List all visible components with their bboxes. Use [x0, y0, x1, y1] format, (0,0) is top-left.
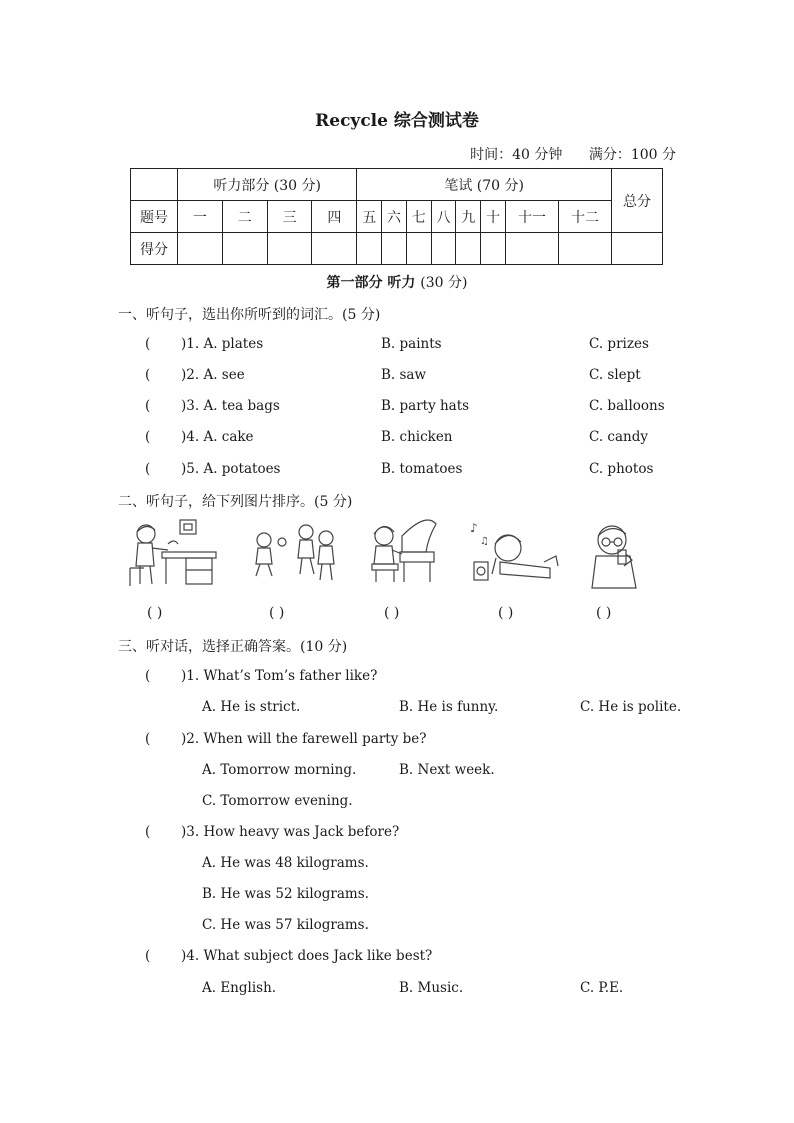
option-a: A. Tomorrow morning.	[202, 762, 357, 778]
answer-blank[interactable]: (	[145, 367, 151, 383]
section-number: 十	[481, 201, 506, 233]
score-cell[interactable]	[559, 233, 612, 265]
option-b: B. chicken	[381, 429, 453, 445]
option-c: C. prizes	[589, 336, 649, 352]
total-score-cell[interactable]	[612, 233, 663, 265]
score-cell[interactable]	[456, 233, 481, 265]
boy-listening-music-picture	[464, 518, 560, 590]
section-number: 二	[222, 201, 267, 233]
option-a: )2. A. see	[181, 367, 245, 383]
full-score: 满分：100 分	[588, 147, 676, 163]
time-limit: 时间：40 分钟	[470, 147, 563, 163]
score-table-corner	[131, 169, 178, 201]
option-a: )4. A. cake	[181, 429, 254, 445]
score-cell[interactable]	[178, 233, 223, 265]
question-text: )1. What’s Tom’s father like?	[181, 668, 378, 684]
question-text: )4. What subject does Jack like best?	[181, 948, 433, 964]
question-text: )3. How heavy was Jack before?	[181, 824, 400, 840]
score-cell[interactable]	[222, 233, 267, 265]
option-b: B. He is funny.	[399, 699, 499, 715]
option-a: )3. A. tea bags	[181, 398, 280, 414]
score-cell[interactable]	[382, 233, 407, 265]
part1-title	[0, 272, 794, 292]
option-b: B. Music.	[399, 980, 464, 996]
answer-blank[interactable]: (	[145, 336, 151, 352]
option-c: C. He was 57 kilograms.	[202, 917, 369, 933]
score-table	[130, 168, 663, 265]
score-cell[interactable]	[357, 233, 382, 265]
section-number: 九	[456, 201, 481, 233]
order-blank[interactable]: ( )	[498, 605, 514, 621]
option-b: B. He was 52 kilograms.	[202, 886, 369, 902]
time-info	[448, 144, 676, 164]
question-text: )2. When will the farewell party be?	[181, 731, 427, 747]
boy-drinking-picture	[566, 518, 662, 590]
option-c: C. slept	[589, 367, 641, 383]
page-title: Recycle 综合测试卷	[315, 111, 479, 131]
section-number: 八	[431, 201, 456, 233]
option-b: B. party hats	[381, 398, 470, 414]
answer-blank[interactable]: (	[145, 731, 151, 747]
section1-heading: 一、听句子，选出你所听到的词汇。(5 分)	[118, 307, 381, 323]
answer-blank[interactable]: (	[145, 429, 151, 445]
section3-heading: 三、听对话，选择正确答案。(10 分)	[118, 639, 348, 655]
answer-blank[interactable]: (	[145, 398, 151, 414]
option-a: )1. A. plates	[181, 336, 264, 352]
option-c: C. photos	[589, 461, 654, 477]
listening-header: 听力部分 (30 分)	[178, 169, 357, 201]
written-header: 笔试 (70 分)	[357, 169, 612, 201]
answer-blank[interactable]: (	[145, 668, 151, 684]
section-number: 六	[382, 201, 407, 233]
score-cell[interactable]	[312, 233, 357, 265]
option-a: A. English.	[202, 980, 277, 996]
total-header: 总分	[612, 169, 663, 233]
answer-blank[interactable]: (	[145, 824, 151, 840]
score-cell[interactable]	[267, 233, 312, 265]
answer-blank[interactable]: (	[145, 948, 151, 964]
score-cell[interactable]	[406, 233, 431, 265]
order-blank[interactable]: ( )	[596, 605, 612, 621]
section-number: 十一	[506, 201, 559, 233]
option-b: B. tomatoes	[381, 461, 463, 477]
option-c: C. candy	[589, 429, 649, 445]
row-label-number: 题号	[131, 201, 178, 233]
option-c: C. P.E.	[580, 980, 624, 996]
score-cell[interactable]	[431, 233, 456, 265]
option-c: C. balloons	[589, 398, 665, 414]
score-cell[interactable]	[506, 233, 559, 265]
section-number: 四	[312, 201, 357, 233]
section-number: 十二	[559, 201, 612, 233]
option-b: B. saw	[381, 367, 427, 383]
option-a: A. He is strict.	[202, 699, 301, 715]
option-c: C. Tomorrow evening.	[202, 793, 353, 809]
part1-label: 第一部分 听力	[326, 275, 416, 291]
svg-text:♫: ♫	[480, 536, 489, 547]
option-b: B. Next week.	[399, 762, 495, 778]
section-number: 三	[267, 201, 312, 233]
section-number: 一	[178, 201, 223, 233]
part1-points: (30 分)	[420, 275, 468, 291]
row-label-score: 得分	[131, 233, 178, 265]
option-a: )5. A. potatoes	[181, 461, 281, 477]
score-cell[interactable]	[481, 233, 506, 265]
order-blank[interactable]: ( )	[384, 605, 400, 621]
option-b: B. paints	[381, 336, 442, 352]
children-playing-ball-picture	[246, 518, 342, 590]
section2-heading: 二、听句子，给下列图片排序。(5 分)	[118, 494, 353, 510]
answer-blank[interactable]: (	[145, 461, 151, 477]
girl-playing-piano-picture	[366, 518, 462, 590]
section-number: 七	[406, 201, 431, 233]
section-number: 五	[357, 201, 382, 233]
svg-text:♪: ♪	[470, 521, 478, 535]
order-blank[interactable]: ( )	[147, 605, 163, 621]
order-blank[interactable]: ( )	[269, 605, 285, 621]
boy-at-desk-picture	[124, 518, 220, 590]
option-c: C. He is polite.	[580, 699, 682, 715]
option-a: A. He was 48 kilograms.	[202, 855, 369, 871]
